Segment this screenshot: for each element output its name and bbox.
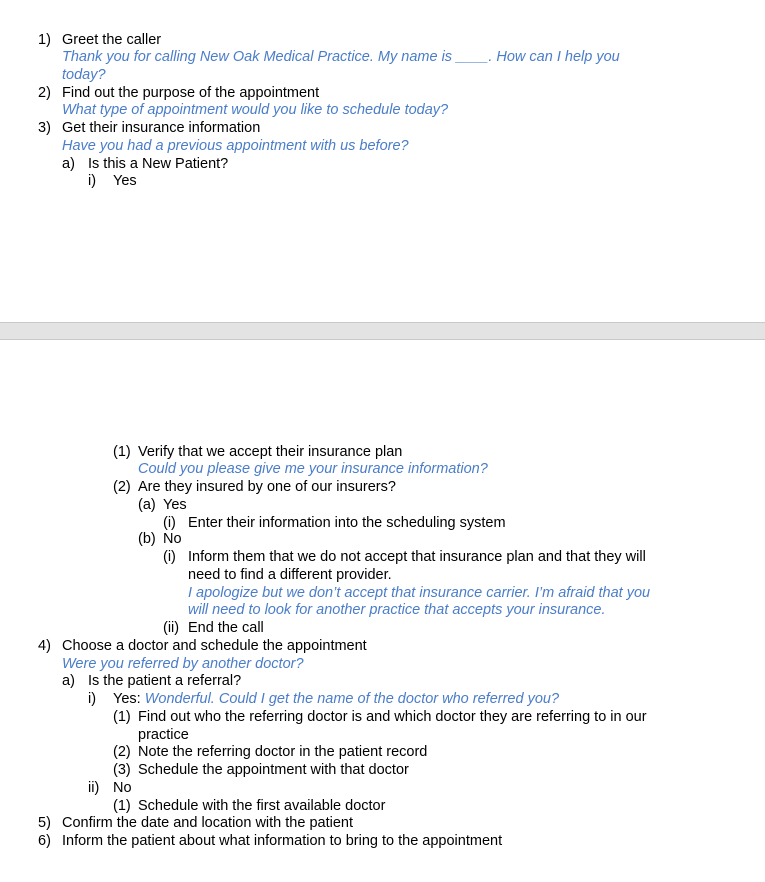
substep-end-call: End the call — [188, 620, 264, 636]
script-apology-cont: will need to look for another practice that accepts your insurance. — [188, 602, 606, 618]
substep-number: (i) — [163, 549, 176, 565]
step-greet-caller: Greet the caller — [62, 32, 162, 48]
label-yes: Yes: — [113, 691, 141, 707]
substep-number: a) — [62, 673, 75, 689]
substep-number: i) — [88, 691, 97, 707]
script-greeting: Thank you for calling New Oak Medical Practice. My name is ____. How can I help you — [62, 49, 620, 65]
substep-number: (ii) — [163, 620, 180, 636]
substep-new-patient: Is this a New Patient? — [88, 156, 229, 172]
substep-insured-check: Are they insured by one of our insurers? — [138, 479, 396, 495]
page-2 — [0, 340, 765, 882]
step-number: 6) — [38, 833, 51, 849]
substep-no: No — [163, 531, 182, 547]
substep-verify-insurance: Verify that we accept their insurance plan — [138, 444, 403, 460]
substep-number: (b) — [138, 531, 156, 547]
substep-number: (2) — [113, 744, 131, 760]
substep-number: a) — [62, 156, 75, 172]
substep-referral-no: No — [113, 780, 132, 796]
substep-number: (3) — [113, 762, 131, 778]
script-apology: I apologize but we don’t accept that insurance carrier. I’m afraid that you — [188, 585, 651, 601]
step-inform-bring: Inform the patient about what information to bring to the appointment — [62, 833, 503, 849]
substep-find-referring: Find out who the referring doctor is and which doctor they are referring to in our — [138, 709, 647, 725]
step-purpose: Find out the purpose of the appointment — [62, 85, 320, 101]
substep-first-available: Schedule with the first available doctor — [138, 798, 386, 814]
substep-number: (1) — [113, 709, 131, 725]
script-previous-appointment: Have you had a previous appointment with us before? — [62, 138, 409, 154]
script-referring-doctor: Wonderful. Could I get the name of the doctor who referred you? — [144, 691, 560, 707]
substep-note-referring: Note the referring doctor in the patient record — [138, 744, 428, 760]
step-insurance: Get their insurance information — [62, 120, 261, 136]
page-1 — [0, 0, 765, 322]
substep-number: (2) — [113, 479, 131, 495]
substep-number: (i) — [163, 515, 176, 531]
step-number: 3) — [38, 120, 51, 136]
step-number: 2) — [38, 85, 51, 101]
substep-yes: Yes — [113, 173, 137, 189]
substep-schedule-doctor: Schedule the appointment with that doctor — [138, 762, 409, 778]
substep-inform-not-accepted: Inform them that we do not accept that insurance plan and that they will — [188, 549, 646, 565]
script-purpose: What type of appointment would you like to schedule today? — [62, 102, 449, 118]
script-insurance-info: Could you please give me your insurance information? — [138, 461, 488, 477]
substep-number: (1) — [113, 444, 131, 460]
step-number: 5) — [38, 815, 51, 831]
substep-find-referring-cont: practice — [138, 727, 189, 743]
step-confirm-date: Confirm the date and location with the patient — [62, 815, 353, 831]
script-referred: Were you referred by another doctor? — [62, 656, 304, 672]
substep-yes: Yes — [163, 497, 187, 513]
substep-number: (1) — [113, 798, 131, 814]
step-number: 1) — [38, 32, 51, 48]
substep-referral-yes — [113, 690, 559, 708]
substep-enter-info: Enter their information into the scheduling system — [188, 515, 506, 531]
page-break — [0, 322, 765, 340]
script-greeting-cont: today? — [62, 67, 106, 83]
step-number: 4) — [38, 638, 51, 654]
substep-number: i) — [88, 173, 97, 189]
substep-number: (a) — [138, 497, 156, 513]
substep-inform-not-accepted-cont: need to find a different provider. — [188, 567, 392, 583]
step-choose-doctor: Choose a doctor and schedule the appointment — [62, 638, 367, 654]
substep-number: ii) — [88, 780, 100, 796]
substep-referral: Is the patient a referral? — [88, 673, 242, 689]
